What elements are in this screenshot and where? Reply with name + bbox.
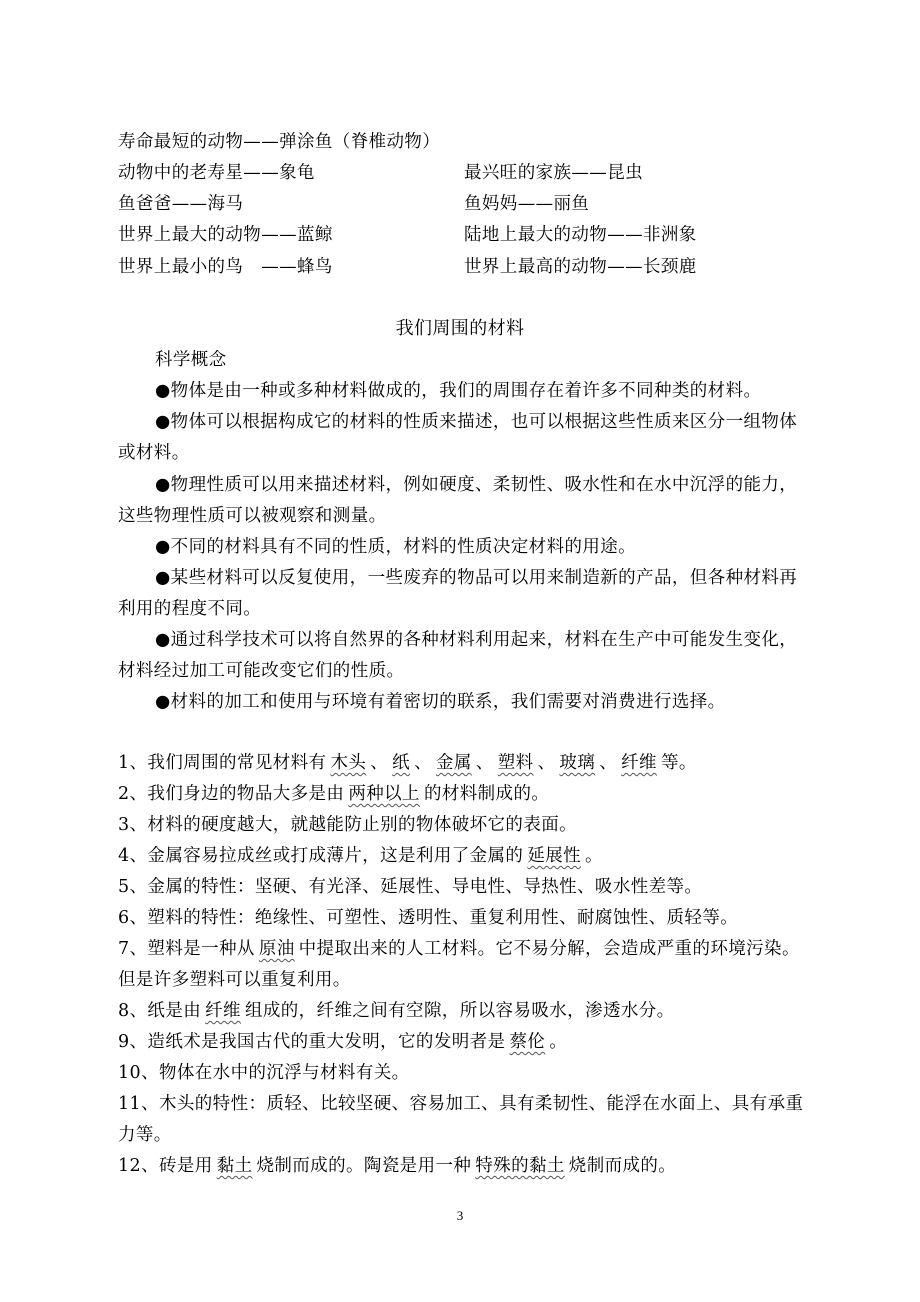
- concept-bullet: ●不同的材料具有不同的性质，材料的性质决定材料的用途。: [155, 537, 637, 557]
- item-11: 11、木头的特性：质轻、比较坚硬、容易加工、具有柔韧性、能浮在水面上、具有承重: [118, 1094, 804, 1114]
- answer-blank: 木头: [330, 753, 367, 773]
- item-text: 9、造纸术是我国古代的重大发明，它的发明者是: [118, 1032, 506, 1052]
- item-text: 、: [599, 753, 618, 773]
- answer-blank: 两种以上: [348, 784, 420, 804]
- item-3: 3、材料的硬度越大，就越能防止别的物体破坏它的表面。: [118, 815, 578, 835]
- animal-row-right: 世界上最高的动物——长颈鹿: [464, 257, 697, 277]
- answer-blank: 玻璃: [559, 753, 596, 773]
- item-2: [118, 783, 549, 805]
- item-8: [118, 1000, 675, 1022]
- concept-bullet: ●物理性质可以用来描述材料，例如硬度、柔韧性、吸水性和在水中沉浮的能力，: [155, 475, 798, 495]
- item-text: 2、我们身边的物品大多是由: [118, 784, 345, 804]
- item-text: 烧制而成的。: [568, 1156, 677, 1176]
- concept-bullet-cont: 或材料。: [118, 443, 190, 463]
- item-9: [118, 1031, 567, 1053]
- animal-row-left: 鱼爸爸——海马: [118, 194, 244, 214]
- concept-bullet-cont: 材料经过加工可能改变它们的性质。: [118, 661, 405, 681]
- answer-blank: 纸: [392, 753, 411, 773]
- item-text: 烧制而成的。陶瓷是用一种: [256, 1156, 472, 1176]
- item-text: 、: [370, 753, 389, 773]
- answer-blank: 塑料: [497, 753, 534, 773]
- item-text: 组成的，纤维之间有空隙，所以容易吸水，渗透水分。: [244, 1001, 675, 1021]
- answer-blank: 纤维: [205, 1001, 241, 1021]
- page-number: 3: [456, 1208, 464, 1223]
- item-7-cont: 但是许多塑料可以重复利用。: [118, 970, 351, 990]
- item-text: 1、我们周围的常见材料有: [118, 753, 327, 773]
- concept-bullet: ●物体可以根据构成它的材料的性质来描述，也可以根据这些性质来区分一组物体: [155, 412, 798, 432]
- item-text: 、: [475, 753, 494, 773]
- item-4: [118, 845, 603, 867]
- concept-bullet-cont: 这些物理性质可以被观察和测量。: [118, 506, 387, 526]
- item-text: 。: [585, 846, 603, 866]
- answer-blank: 蔡伦: [509, 1032, 546, 1052]
- item-10: 10、物体在水中的沉浮与材料有关。: [118, 1063, 410, 1083]
- answer-blank: 原油: [258, 939, 295, 959]
- item-text: 8、纸是由: [118, 1001, 202, 1021]
- item-12: [118, 1155, 676, 1177]
- item-5: 5、金属的特性：坚硬、有光泽、延展性、导电性、导热性、吸水性差等。: [118, 877, 703, 897]
- animal-row-left: 世界上最小的鸟 ——蜂鸟: [118, 257, 333, 277]
- item-7: [118, 938, 800, 960]
- animal-row-right: 鱼妈妈——丽鱼: [464, 194, 590, 214]
- item-1: [118, 752, 697, 774]
- concept-bullet: ●材料的加工和使用与环境有着密切的联系，我们需要对消费进行选择。: [155, 692, 726, 712]
- item-text: 。: [549, 1032, 568, 1052]
- item-text: 12、砖是用: [118, 1156, 213, 1176]
- item-6: 6、塑料的特性：绝缘性、可塑性、透明性、重复利用性、耐腐蚀性、质轻等。: [118, 908, 739, 928]
- concept-bullet: ●通过科学技术可以将自然界的各种材料利用起来，材料在生产中可能发生变化，: [155, 630, 798, 650]
- concept-bullet-cont: 利用的程度不同。: [118, 599, 262, 619]
- section-title: 我们周围的材料: [395, 318, 525, 339]
- animal-row-left: 动物中的老寿星——象龟: [118, 163, 315, 183]
- animal-row-left: 世界上最大的动物——蓝鲸: [118, 225, 333, 245]
- item-11-cont: 力等。: [118, 1125, 172, 1145]
- section-subtitle: 科学概念: [155, 350, 227, 370]
- concept-bullet: ●某些材料可以反复使用，一些废弃的物品可以用来制造新的产品，但各种材料再: [155, 568, 798, 588]
- animal-row-right: 最兴旺的家族——昆虫: [464, 163, 643, 183]
- concept-bullet: ●物体是由一种或多种材料做成的，我们的周围存在着许多不同种类的材料。: [155, 381, 762, 401]
- animal-line-shortest-life: 寿命最短的动物——弹涂鱼（脊椎动物）: [118, 132, 441, 152]
- item-text: 、: [537, 753, 556, 773]
- answer-blank: 黏土: [216, 1156, 253, 1176]
- item-text: 7、塑料是一种从: [118, 939, 255, 959]
- animal-row-right: 陆地上最大的动物——非洲象: [464, 225, 697, 245]
- answer-blank: 特殊的黏土: [475, 1156, 565, 1176]
- item-text: 4、金属容易拉成丝或打成薄片，这是利用了金属的: [118, 846, 524, 866]
- answer-blank: 金属: [435, 753, 472, 773]
- answer-blank: 延展性: [527, 846, 582, 866]
- item-text: 中提取出来的人工材料。它不易分解，会造成严重的环境污染。: [298, 939, 800, 959]
- answer-blank: 纤维: [621, 753, 657, 773]
- item-text: 的材料制成的。: [423, 784, 550, 804]
- item-text: 、: [414, 753, 432, 773]
- item-text: 等。: [660, 753, 697, 773]
